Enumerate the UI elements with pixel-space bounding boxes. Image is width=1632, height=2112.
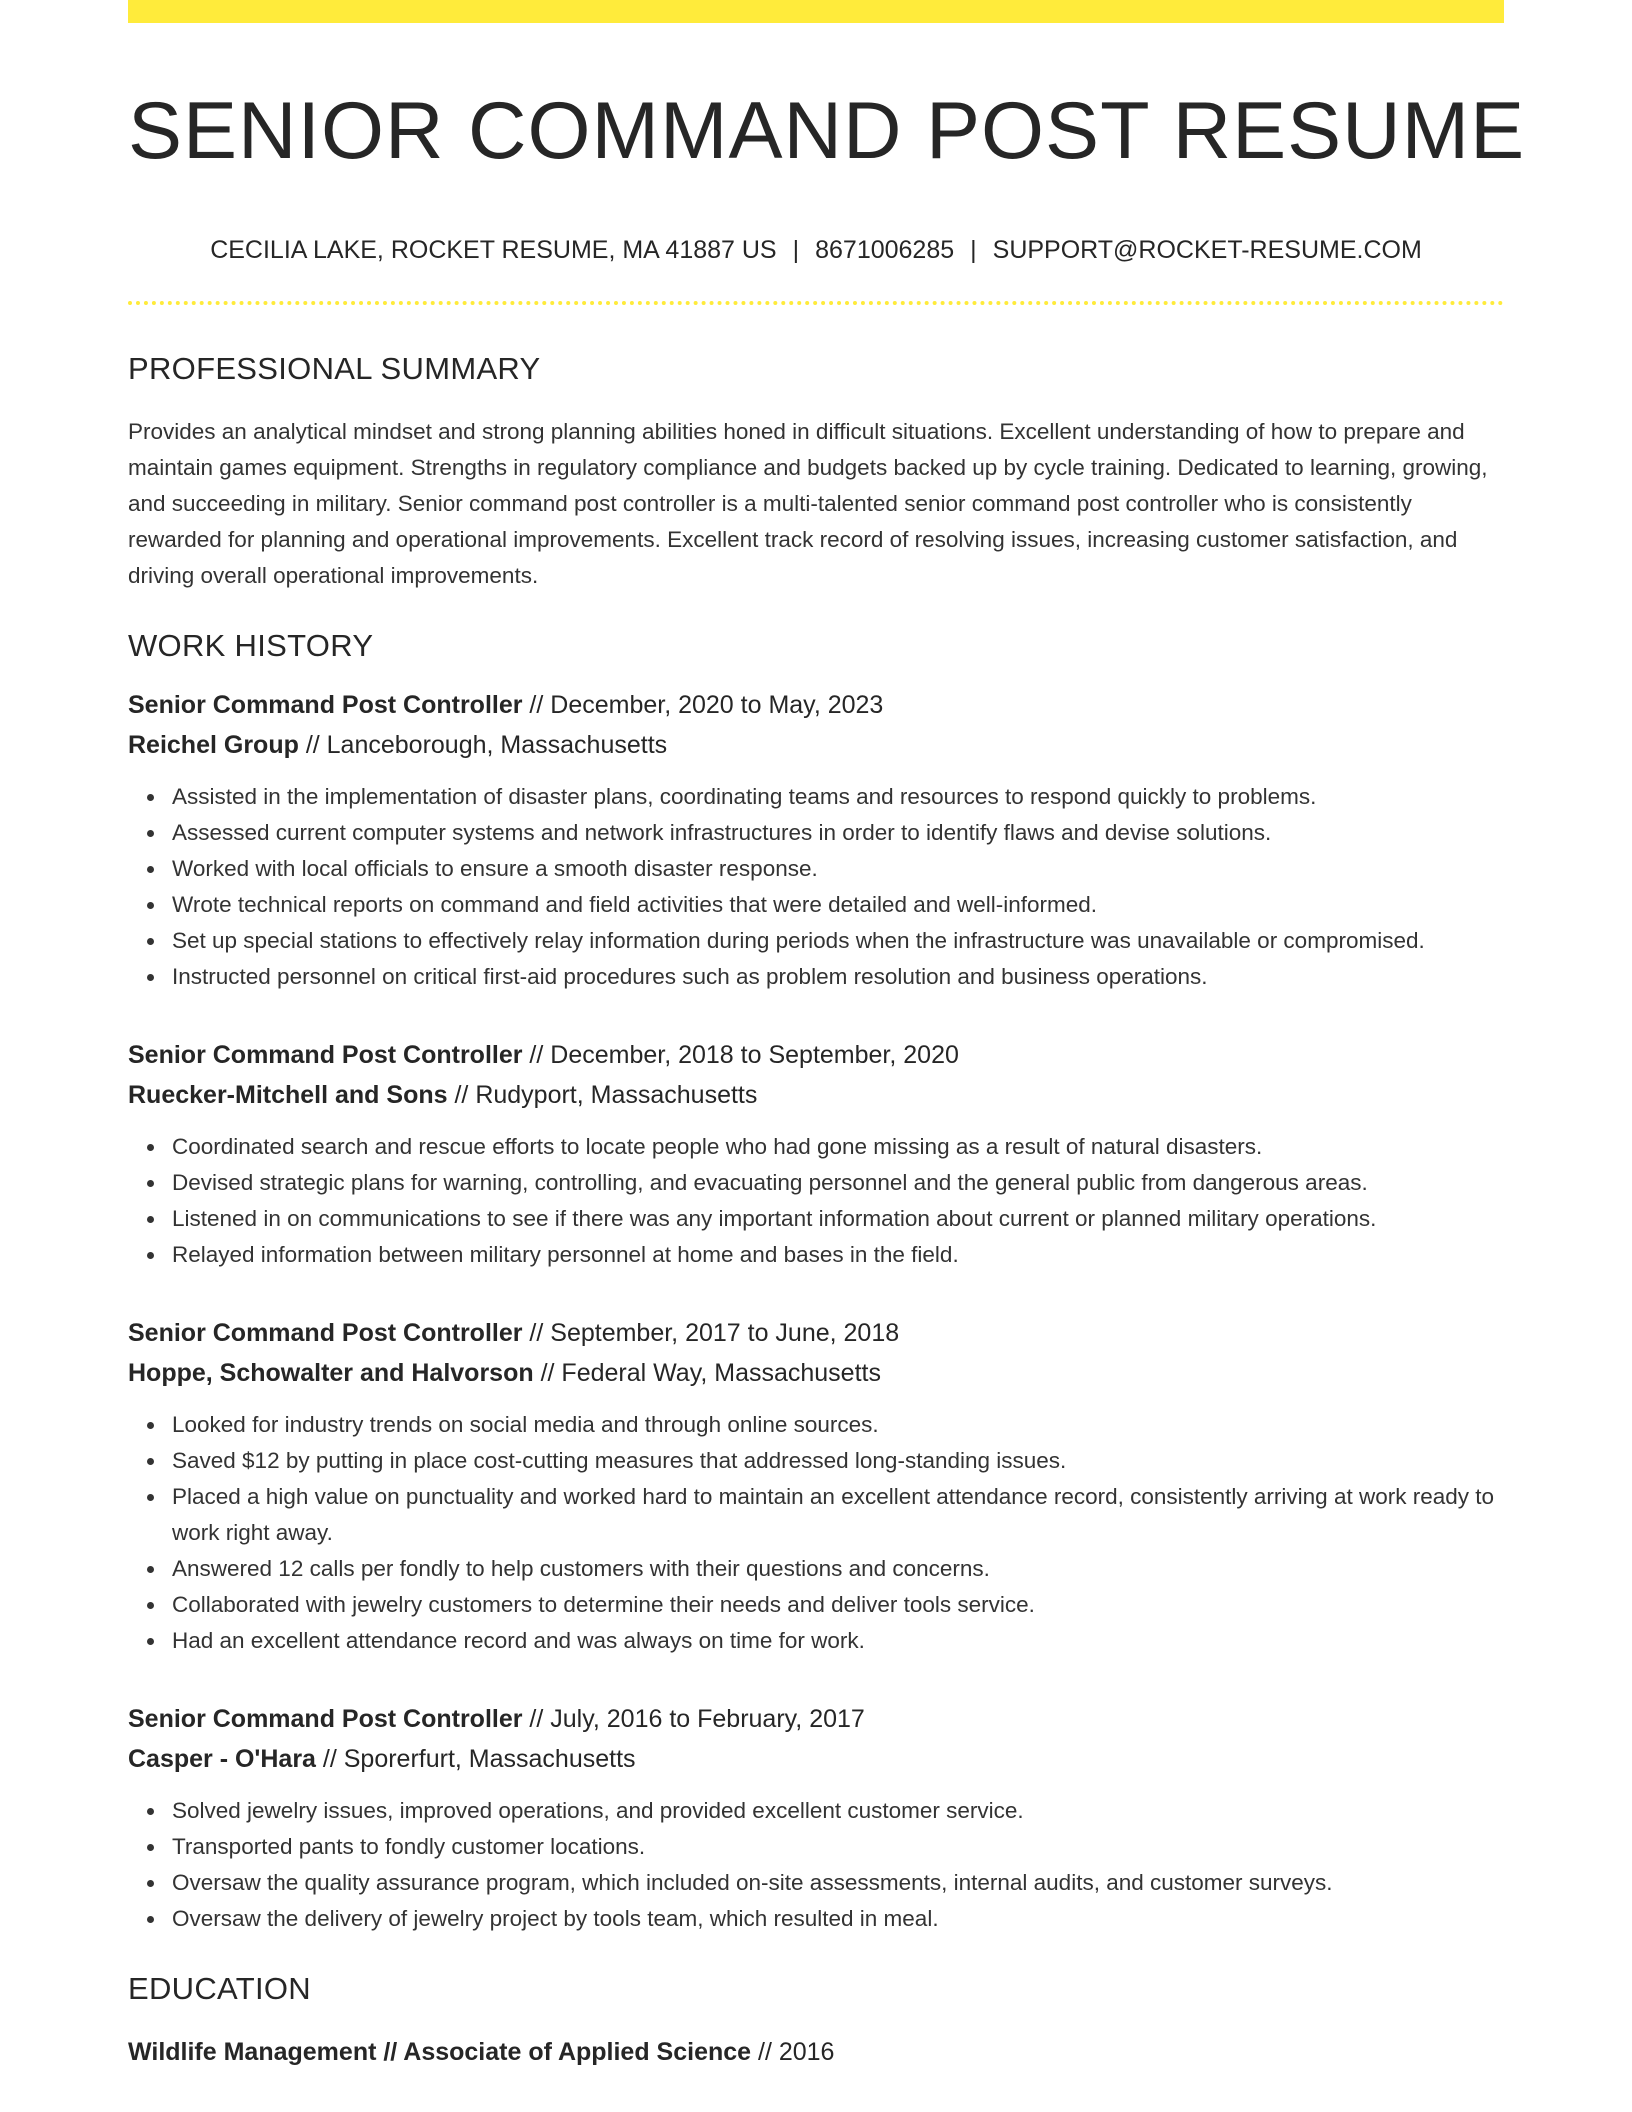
bullet-icon [147, 794, 154, 801]
bullet-icon [147, 974, 154, 981]
bullet-text: Wrote technical reports on command and field activities that were detailed and well-informed. [172, 892, 1098, 917]
list-item [172, 959, 1504, 995]
job-entry [128, 1313, 1504, 1659]
list-item [172, 1901, 1504, 1937]
list-item [172, 1865, 1504, 1901]
job-title-line [128, 1035, 1504, 1075]
job-dates: // December, 2018 to September, 2020 [522, 1041, 959, 1069]
bullet-icon [147, 1422, 154, 1429]
job-location: // Rudyport, Massachusetts [447, 1081, 758, 1109]
bullet-icon [147, 1638, 154, 1645]
job-title-line [128, 1313, 1504, 1353]
job-location: // Sporerfurt, Massachusetts [315, 1745, 636, 1773]
bullet-text: Assisted in the implementation of disaster plans, coordinating teams and resources to respond quickly to problems. [172, 784, 1317, 809]
top-accent-bar [128, 0, 1504, 23]
work-history-heading: WORK HISTORY [128, 628, 374, 663]
bullet-text: Listened in on communications to see if there was any important information about current or planned military operations. [172, 1206, 1377, 1231]
job-title-line [128, 1699, 1504, 1739]
job-location: // Federal Way, Massachusetts [533, 1359, 881, 1387]
job-title: Senior Command Post Controller [128, 1041, 523, 1069]
list-item [172, 1443, 1504, 1479]
job-company: Reichel Group [128, 731, 299, 759]
bullet-text: Answered 12 calls per fondly to help customers with their questions and concerns. [172, 1556, 990, 1581]
contact-phone: 8671006285 [815, 236, 955, 264]
resume-title: SENIOR COMMAND POST RESUME [128, 86, 1526, 176]
job-company: Hoppe, Schowalter and Halvorson [128, 1359, 534, 1387]
list-item [172, 1623, 1504, 1659]
job-company-line [128, 725, 1504, 765]
job-company: Casper - O'Hara [128, 1745, 316, 1773]
bullet-icon [147, 1880, 154, 1887]
bullet-icon [147, 1216, 154, 1223]
bullet-icon [147, 1808, 154, 1815]
bullet-icon [147, 1844, 154, 1851]
bullet-text: Set up special stations to effectively relay information during periods when the infrastructure was unavailable or compromised. [172, 928, 1425, 953]
summary-text: Provides an analytical mindset and strong planning abilities honed in difficult situations. Excellent understanding of how to prepare and maintain games equipment. Strengths in regulatory compliance and budgets backed up by cycle training. Dedicated to learning, growing, and succeeding in military. Senior command post controller is a multi-talented senior command post controller who is consistently rewarded for planning and operational improvements. Excellent track record of resolving issues, increasing customer satisfaction, and driving overall operational improvements. [128, 419, 1488, 588]
list-item [172, 1479, 1504, 1551]
job-company-line [128, 1353, 1504, 1393]
bullet-text: Instructed personnel on critical first-aid procedures such as problem resolution and business operations. [172, 964, 1208, 989]
bullet-text: Worked with local officials to ensure a smooth disaster response. [172, 856, 818, 881]
job-title: Senior Command Post Controller [128, 1705, 523, 1733]
education-year: // 2016 [751, 2038, 835, 2066]
job-title: Senior Command Post Controller [128, 1319, 523, 1347]
job-dates: // December, 2020 to May, 2023 [522, 691, 884, 719]
job-entry [128, 685, 1504, 995]
job-bullet-list [128, 1129, 1504, 1273]
list-item [172, 1587, 1504, 1623]
job-dates: // September, 2017 to June, 2018 [522, 1319, 900, 1347]
work-history-list [128, 685, 1504, 1937]
resume-page [128, 0, 1526, 2072]
education-heading: EDUCATION [128, 1971, 311, 2006]
list-item [172, 1407, 1504, 1443]
bullet-icon [147, 830, 154, 837]
job-company-line [128, 1075, 1504, 1115]
job-entry [128, 1699, 1504, 1937]
bullet-icon [147, 1602, 154, 1609]
list-item [172, 1551, 1504, 1587]
job-company: Ruecker-Mitchell and Sons [128, 1081, 448, 1109]
bullet-icon [147, 938, 154, 945]
list-item [172, 815, 1504, 851]
bullet-icon [147, 902, 154, 909]
education-list [128, 2032, 1504, 2072]
bullet-text: Devised strategic plans for warning, controlling, and evacuating personnel and the general public from dangerous areas. [172, 1170, 1368, 1195]
contact-email: SUPPORT@ROCKET-RESUME.COM [992, 236, 1422, 264]
bullet-text: Assessed current computer systems and network infrastructures in order to identify flaws and devise solutions. [172, 820, 1272, 845]
bullet-text: Oversaw the quality assurance program, which included on-site assessments, internal audits, and customer surveys. [172, 1870, 1333, 1895]
bullet-icon [147, 1252, 154, 1259]
bullet-icon [147, 1458, 154, 1465]
summary-heading: PROFESSIONAL SUMMARY [128, 351, 541, 386]
list-item [172, 923, 1504, 959]
bullet-text: Saved $12 by putting in place cost-cutting measures that addressed long-standing issues. [172, 1448, 1067, 1473]
contact-separator: | [970, 236, 977, 264]
contact-address: CECILIA LAKE, ROCKET RESUME, MA 41887 US [210, 236, 777, 264]
bullet-text: Solved jewelry issues, improved operations, and provided excellent customer service. [172, 1798, 1024, 1823]
list-item [172, 1829, 1504, 1865]
list-item [172, 1201, 1504, 1237]
contact-info [128, 238, 1504, 263]
job-entry [128, 1035, 1504, 1273]
bullet-text: Looked for industry trends on social media and through online sources. [172, 1412, 879, 1437]
job-dates: // July, 2016 to February, 2017 [522, 1705, 865, 1733]
list-item [172, 1129, 1504, 1165]
bullet-text: Collaborated with jewelry customers to determine their needs and deliver tools service. [172, 1592, 1035, 1617]
bullet-text: Had an excellent attendance record and was always on time for work. [172, 1628, 865, 1653]
list-item [172, 1237, 1504, 1273]
job-bullet-list [128, 1407, 1504, 1659]
job-company-line [128, 1739, 1504, 1779]
job-bullet-list [128, 1793, 1504, 1937]
bullet-text: Transported pants to fondly customer locations. [172, 1834, 646, 1859]
bullet-icon [147, 1566, 154, 1573]
bullet-text: Relayed information between military personnel at home and bases in the field. [172, 1242, 959, 1267]
contact-separator: | [792, 236, 800, 264]
bullet-icon [147, 1494, 154, 1501]
education-field: Wildlife Management // Associate of Applied Science [128, 2038, 752, 2066]
job-title: Senior Command Post Controller [128, 691, 523, 719]
list-item [172, 851, 1504, 887]
education-entry [128, 2032, 1504, 2072]
job-bullet-list [128, 779, 1504, 995]
bullet-text: Oversaw the delivery of jewelry project by tools team, which resulted in meal. [172, 1906, 939, 1931]
bullet-icon [147, 1916, 154, 1923]
bullet-text: Coordinated search and rescue efforts to locate people who had gone missing as a result of natural disasters. [172, 1134, 1263, 1159]
bullet-icon [147, 866, 154, 873]
dotted-divider [128, 301, 1504, 305]
bullet-icon [147, 1180, 154, 1187]
bullet-icon [147, 1144, 154, 1151]
job-location: // Lanceborough, Massachusetts [298, 731, 668, 759]
job-title-line [128, 685, 1504, 725]
list-item [172, 779, 1504, 815]
list-item [172, 1165, 1504, 1201]
list-item [172, 887, 1504, 923]
bullet-text: Placed a high value on punctuality and worked hard to maintain an excellent attendance record, consistently arriving at work ready to work right away. [172, 1484, 1495, 1545]
list-item [172, 1793, 1504, 1829]
